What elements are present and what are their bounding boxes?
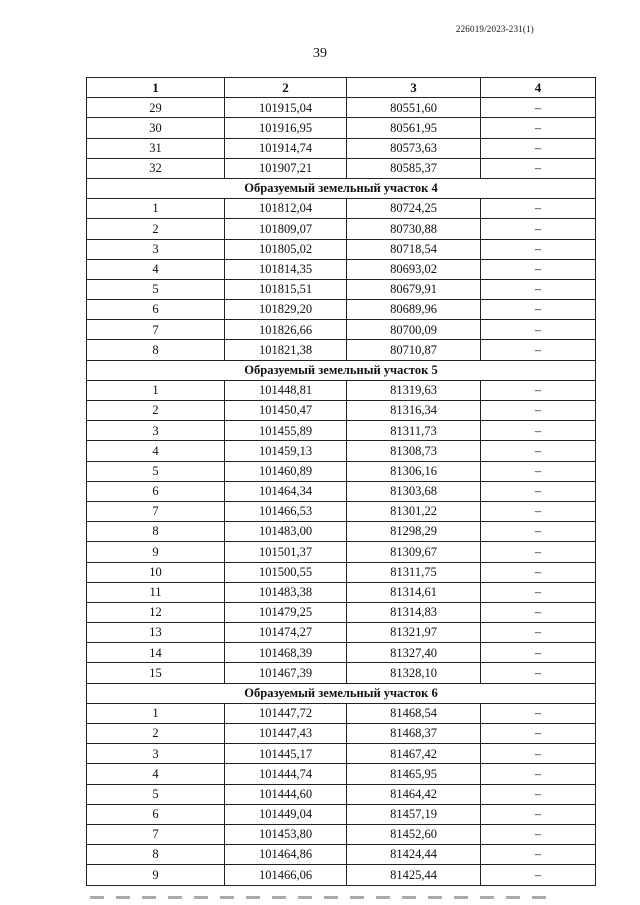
y-coordinate-cell: 81468,37 — [347, 724, 481, 744]
point-number-cell: 4 — [87, 441, 225, 461]
table-row — [87, 602, 596, 622]
table-row — [87, 542, 596, 562]
point-number-cell: 11 — [87, 582, 225, 602]
y-coordinate-cell: 80551,60 — [347, 98, 481, 118]
point-number-cell: 10 — [87, 562, 225, 582]
y-coordinate-cell: 81298,29 — [347, 522, 481, 542]
x-coordinate-cell: 101468,39 — [225, 643, 347, 663]
section-header-row — [87, 683, 596, 703]
x-coordinate-cell: 101444,74 — [225, 764, 347, 784]
point-number-cell: 4 — [87, 764, 225, 784]
x-coordinate-cell: 101914,74 — [225, 138, 347, 158]
coordinates-table — [86, 77, 596, 886]
note-cell: – — [481, 562, 596, 582]
note-cell: – — [481, 441, 596, 461]
note-cell: – — [481, 461, 596, 481]
y-coordinate-cell: 81308,73 — [347, 441, 481, 461]
y-coordinate-cell: 81311,73 — [347, 421, 481, 441]
note-cell: – — [481, 98, 596, 118]
table-row — [87, 300, 596, 320]
point-number-cell: 1 — [87, 380, 225, 400]
x-coordinate-cell: 101915,04 — [225, 98, 347, 118]
table-row — [87, 98, 596, 118]
table-row — [87, 461, 596, 481]
x-coordinate-cell: 101467,39 — [225, 663, 347, 683]
table-row — [87, 421, 596, 441]
x-coordinate-cell: 101916,95 — [225, 118, 347, 138]
column-header-1: 1 — [87, 78, 225, 98]
table-row — [87, 522, 596, 542]
x-coordinate-cell: 101464,34 — [225, 481, 347, 501]
point-number-cell: 4 — [87, 259, 225, 279]
section-title: Образуемый земельный участок 6 — [87, 683, 596, 703]
table-row — [87, 199, 596, 219]
y-coordinate-cell: 81465,95 — [347, 764, 481, 784]
point-number-cell: 13 — [87, 623, 225, 643]
y-coordinate-cell: 81425,44 — [347, 865, 481, 885]
table-row — [87, 663, 596, 683]
table-row — [87, 279, 596, 299]
x-coordinate-cell: 101447,72 — [225, 703, 347, 723]
y-coordinate-cell: 80585,37 — [347, 158, 481, 178]
note-cell: – — [481, 118, 596, 138]
note-cell: – — [481, 219, 596, 239]
table-row — [87, 481, 596, 501]
y-coordinate-cell: 81314,61 — [347, 582, 481, 602]
point-number-cell: 3 — [87, 744, 225, 764]
point-number-cell: 3 — [87, 239, 225, 259]
note-cell: – — [481, 501, 596, 521]
x-coordinate-cell: 101829,20 — [225, 300, 347, 320]
note-cell: – — [481, 522, 596, 542]
section-title: Образуемый земельный участок 4 — [87, 178, 596, 198]
note-cell: – — [481, 804, 596, 824]
x-coordinate-cell: 101500,55 — [225, 562, 347, 582]
y-coordinate-cell: 81316,34 — [347, 401, 481, 421]
note-cell: – — [481, 703, 596, 723]
point-number-cell: 12 — [87, 602, 225, 622]
point-number-cell: 5 — [87, 279, 225, 299]
table-row — [87, 623, 596, 643]
note-cell: – — [481, 239, 596, 259]
table-row — [87, 219, 596, 239]
note-cell: – — [481, 845, 596, 865]
x-coordinate-cell: 101453,80 — [225, 824, 347, 844]
note-cell: – — [481, 602, 596, 622]
y-coordinate-cell: 81424,44 — [347, 845, 481, 865]
point-number-cell: 2 — [87, 724, 225, 744]
column-header-4: 4 — [481, 78, 596, 98]
note-cell: – — [481, 582, 596, 602]
x-coordinate-cell: 101466,06 — [225, 865, 347, 885]
x-coordinate-cell: 101812,04 — [225, 199, 347, 219]
y-coordinate-cell: 81457,19 — [347, 804, 481, 824]
point-number-cell: 6 — [87, 300, 225, 320]
point-number-cell: 1 — [87, 703, 225, 723]
point-number-cell: 1 — [87, 199, 225, 219]
table-row — [87, 401, 596, 421]
x-coordinate-cell: 101450,47 — [225, 401, 347, 421]
note-cell: – — [481, 279, 596, 299]
table-row — [87, 118, 596, 138]
table-row — [87, 764, 596, 784]
point-number-cell: 3 — [87, 421, 225, 441]
table-row — [87, 320, 596, 340]
y-coordinate-cell: 80700,09 — [347, 320, 481, 340]
y-coordinate-cell: 80724,25 — [347, 199, 481, 219]
x-coordinate-cell: 101455,89 — [225, 421, 347, 441]
point-number-cell: 7 — [87, 824, 225, 844]
y-coordinate-cell: 80561,95 — [347, 118, 481, 138]
y-coordinate-cell: 80710,87 — [347, 340, 481, 360]
table-row — [87, 562, 596, 582]
point-number-cell: 6 — [87, 804, 225, 824]
table-row — [87, 380, 596, 400]
note-cell: – — [481, 542, 596, 562]
x-coordinate-cell: 101821,38 — [225, 340, 347, 360]
x-coordinate-cell: 101805,02 — [225, 239, 347, 259]
table-row — [87, 744, 596, 764]
x-coordinate-cell: 101907,21 — [225, 158, 347, 178]
y-coordinate-cell: 81321,97 — [347, 623, 481, 643]
table-row — [87, 441, 596, 461]
y-coordinate-cell: 80573,63 — [347, 138, 481, 158]
y-coordinate-cell: 81301,22 — [347, 501, 481, 521]
table-row — [87, 845, 596, 865]
x-coordinate-cell: 101466,53 — [225, 501, 347, 521]
table-row — [87, 804, 596, 824]
note-cell: – — [481, 824, 596, 844]
table-row — [87, 703, 596, 723]
y-coordinate-cell: 81309,67 — [347, 542, 481, 562]
note-cell: – — [481, 300, 596, 320]
note-cell: – — [481, 784, 596, 804]
note-cell: – — [481, 199, 596, 219]
point-number-cell: 31 — [87, 138, 225, 158]
x-coordinate-cell: 101474,27 — [225, 623, 347, 643]
scan-artifact — [90, 896, 550, 899]
note-cell: – — [481, 138, 596, 158]
x-coordinate-cell: 101479,25 — [225, 602, 347, 622]
table-row — [87, 643, 596, 663]
note-cell: – — [481, 401, 596, 421]
x-coordinate-cell: 101445,17 — [225, 744, 347, 764]
x-coordinate-cell: 101826,66 — [225, 320, 347, 340]
y-coordinate-cell: 81328,10 — [347, 663, 481, 683]
point-number-cell: 8 — [87, 845, 225, 865]
x-coordinate-cell: 101464,86 — [225, 845, 347, 865]
page-number: 39 — [313, 46, 327, 61]
point-number-cell: 14 — [87, 643, 225, 663]
y-coordinate-cell: 81452,60 — [347, 824, 481, 844]
note-cell: – — [481, 320, 596, 340]
point-number-cell: 9 — [87, 865, 225, 885]
point-number-cell: 7 — [87, 501, 225, 521]
note-cell: – — [481, 340, 596, 360]
x-coordinate-cell: 101447,43 — [225, 724, 347, 744]
table-row — [87, 259, 596, 279]
y-coordinate-cell: 81468,54 — [347, 703, 481, 723]
y-coordinate-cell: 81314,83 — [347, 602, 481, 622]
column-header-2: 2 — [225, 78, 347, 98]
note-cell: – — [481, 421, 596, 441]
note-cell: – — [481, 724, 596, 744]
section-header-row — [87, 360, 596, 380]
note-cell: – — [481, 380, 596, 400]
note-cell: – — [481, 764, 596, 784]
x-coordinate-cell: 101448,81 — [225, 380, 347, 400]
note-cell: – — [481, 623, 596, 643]
table-row — [87, 340, 596, 360]
table-row — [87, 138, 596, 158]
column-header-3: 3 — [347, 78, 481, 98]
note-cell: – — [481, 744, 596, 764]
x-coordinate-cell: 101483,00 — [225, 522, 347, 542]
y-coordinate-cell: 80679,91 — [347, 279, 481, 299]
x-coordinate-cell: 101814,35 — [225, 259, 347, 279]
x-coordinate-cell: 101483,38 — [225, 582, 347, 602]
point-number-cell: 8 — [87, 522, 225, 542]
x-coordinate-cell: 101444,60 — [225, 784, 347, 804]
note-cell: – — [481, 481, 596, 501]
point-number-cell: 5 — [87, 784, 225, 804]
y-coordinate-cell: 81303,68 — [347, 481, 481, 501]
point-number-cell: 2 — [87, 401, 225, 421]
point-number-cell: 15 — [87, 663, 225, 683]
table-row — [87, 784, 596, 804]
point-number-cell: 5 — [87, 461, 225, 481]
point-number-cell: 30 — [87, 118, 225, 138]
point-number-cell: 9 — [87, 542, 225, 562]
table-body — [87, 98, 596, 885]
y-coordinate-cell: 81306,16 — [347, 461, 481, 481]
x-coordinate-cell: 101815,51 — [225, 279, 347, 299]
x-coordinate-cell: 101449,04 — [225, 804, 347, 824]
note-cell: – — [481, 158, 596, 178]
x-coordinate-cell: 101809,07 — [225, 219, 347, 239]
x-coordinate-cell: 101459,13 — [225, 441, 347, 461]
x-coordinate-cell: 101501,37 — [225, 542, 347, 562]
y-coordinate-cell: 81319,63 — [347, 380, 481, 400]
note-cell: – — [481, 259, 596, 279]
y-coordinate-cell: 80693,02 — [347, 259, 481, 279]
section-header-row — [87, 178, 596, 198]
y-coordinate-cell: 81327,40 — [347, 643, 481, 663]
y-coordinate-cell: 80689,96 — [347, 300, 481, 320]
point-number-cell: 29 — [87, 98, 225, 118]
point-number-cell: 2 — [87, 219, 225, 239]
point-number-cell: 32 — [87, 158, 225, 178]
document-id: 226019/2023-231(1) — [455, 24, 534, 34]
y-coordinate-cell: 80718,54 — [347, 239, 481, 259]
y-coordinate-cell: 80730,88 — [347, 219, 481, 239]
point-number-cell: 7 — [87, 320, 225, 340]
x-coordinate-cell: 101460,89 — [225, 461, 347, 481]
table-row — [87, 724, 596, 744]
table-header-row — [87, 78, 596, 98]
note-cell: – — [481, 865, 596, 885]
note-cell: – — [481, 643, 596, 663]
table-row — [87, 824, 596, 844]
table-row — [87, 501, 596, 521]
table-row — [87, 865, 596, 885]
y-coordinate-cell: 81467,42 — [347, 744, 481, 764]
point-number-cell: 6 — [87, 481, 225, 501]
table-row — [87, 582, 596, 602]
section-title: Образуемый земельный участок 5 — [87, 360, 596, 380]
point-number-cell: 8 — [87, 340, 225, 360]
note-cell: – — [481, 663, 596, 683]
y-coordinate-cell: 81464,42 — [347, 784, 481, 804]
table-row — [87, 158, 596, 178]
table-row — [87, 239, 596, 259]
y-coordinate-cell: 81311,75 — [347, 562, 481, 582]
